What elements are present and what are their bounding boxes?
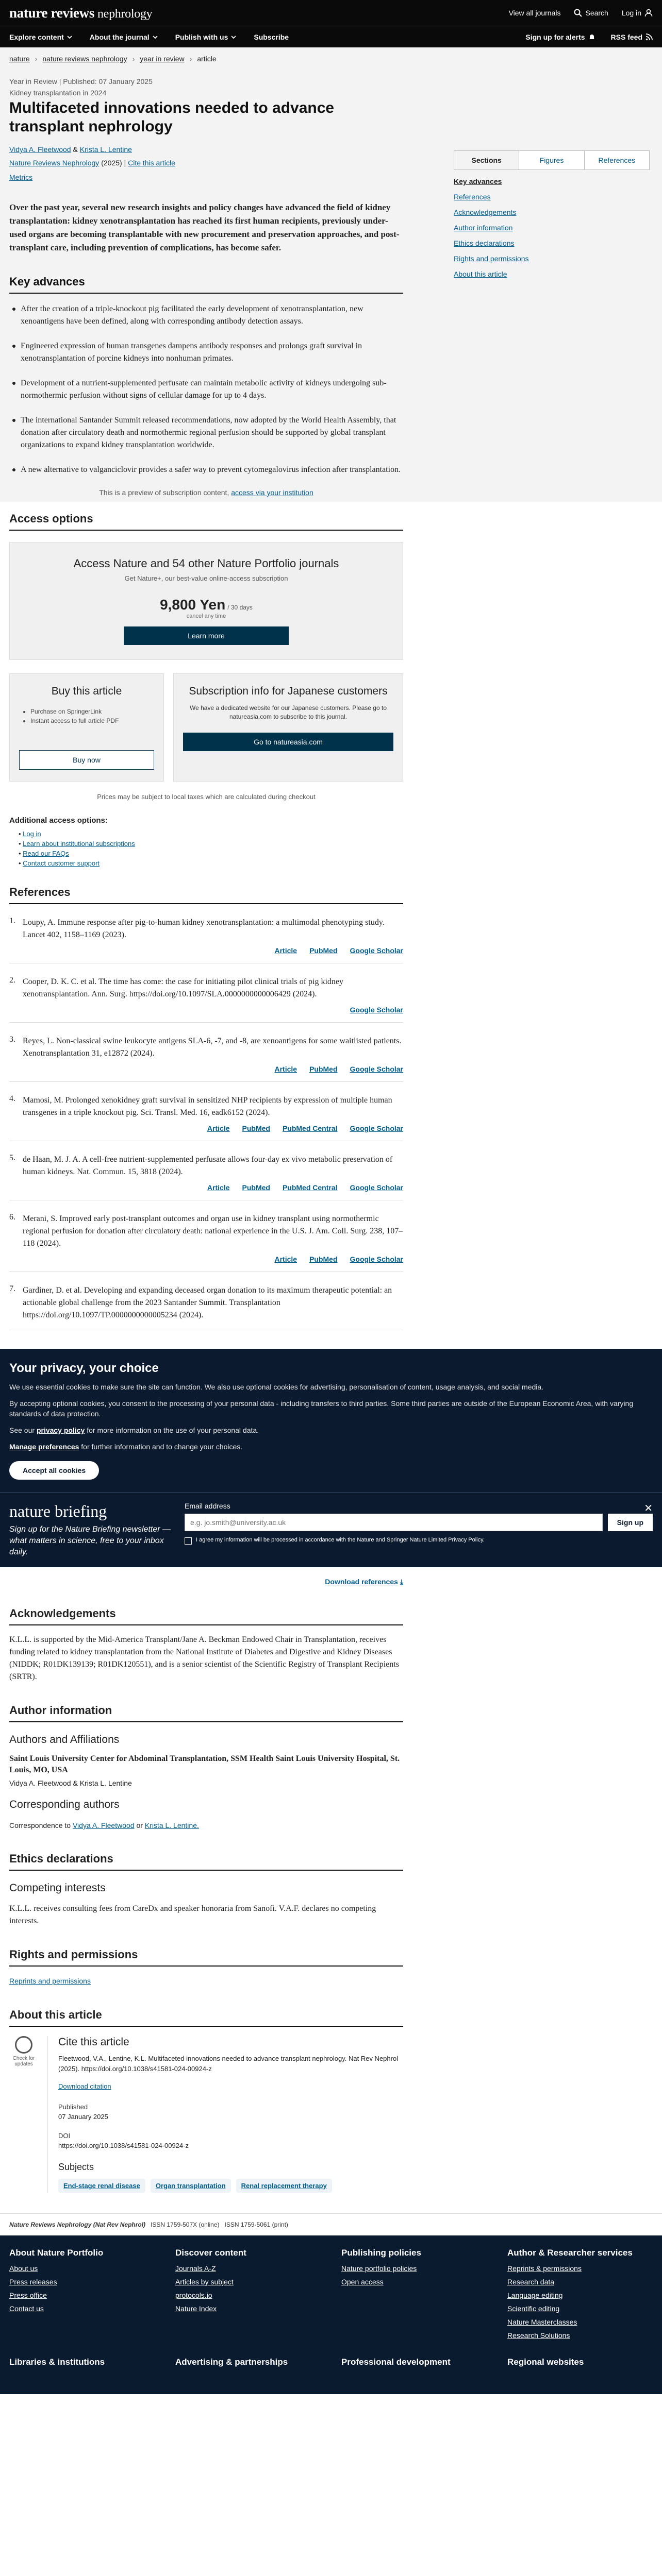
japan-subscription-title: Subscription info for Japanese customers [189,685,388,697]
references-heading: References [9,886,403,904]
corresponding-author-link[interactable]: Krista L. Lentine. [144,1821,199,1829]
cookie-text: We use essential cookies to make sure the site can function. We also use optional cookies for advertising, personalisation of content, usage analysis, and social media. [9,1383,544,1391]
login-link[interactable]: Log in [23,830,41,838]
rss-feed-link[interactable]: RSS feed [611,33,653,41]
footer-heading: Professional development [341,2357,451,2367]
update-icon [15,2036,32,2054]
author-link[interactable]: Vidya A. Fleetwood [9,145,71,154]
key-advances-heading: Key advances [9,275,403,294]
footer-link[interactable]: Research Solutions [507,2331,570,2340]
rights-heading: Rights and permissions [9,1948,403,1967]
sidebar-tabs [454,150,650,170]
metrics-link[interactable]: Metrics [9,173,33,181]
reference-link-google-scholar[interactable]: Google Scholar [350,1255,403,1263]
section-link-about[interactable]: About this article [454,270,507,278]
chevron-down-icon [231,35,236,40]
footer-link[interactable]: Reprints & permissions [507,2264,582,2273]
additional-access-heading: Additional access options: [9,816,108,825]
footer-link[interactable]: Press office [9,2291,47,2299]
footer-link[interactable]: Research data [507,2278,555,2286]
signup-button[interactable]: Sign up [608,1514,653,1531]
reference-item [9,1284,403,1330]
published-date: 07 January 2025 [58,2113,108,2121]
reference-link-pubmed[interactable]: PubMed [309,946,338,955]
bell-icon [588,33,595,41]
reference-text: Loupy, A. Immune response after pig-to-human kidney xenotransplantation: a multimodal phenotyping study. Lancet 402, 1158–1169 (2023). [23,918,385,939]
reference-link-article[interactable]: Article [207,1124,230,1132]
site-header [0,0,662,26]
affiliation: Saint Louis University Center for Abdominal Transplantation, SSM Health Saint Louis University Hospital, St. Louis, MO, USA [9,1754,400,1774]
reference-link-article[interactable]: Article [274,1065,297,1073]
journal-logo[interactable]: nature reviews nephrology [9,5,153,21]
reference-number: 6. [9,1213,15,1222]
sign-up-alerts-link[interactable]: Sign up for alerts [525,33,595,41]
cookie-heading: Your privacy, your choice [9,1361,159,1375]
article-header-area [0,47,662,502]
list-item: After the creation of a triple-knockout pig facilitated the early development of xenotransplantation, new xenoantigens have been defined, along with corresponding antibody detection assays. [9,303,403,328]
reference-item [9,917,403,963]
download-icon: ⤓ [400,1578,403,1586]
breadcrumb-current: article [197,55,217,63]
search-button[interactable]: Search [574,9,608,17]
breadcrumb-nature[interactable]: nature [9,55,30,63]
list-item: • Purchase on SpringerLink [30,707,154,716]
reference-number: 4. [9,1094,15,1103]
section-nav [454,177,650,278]
email-field[interactable] [185,1514,603,1531]
reference-link-pubmed[interactable]: PubMed [309,1255,338,1263]
abstract: Over the past year, several new research insights and policy changes have advanced the field of kidney transplantation: kidney xenotransplantation has reached its first human recipients, previously under-used organs are becoming transplantable with new procurement and preservation approaches, and post-transplant care, including prevention of complications, has become safer. [9,202,400,252]
sub-navigation [0,26,662,47]
download-citation-link[interactable]: Download citation [58,2082,111,2090]
list-item: A new alternative to valganciclovir provides a safer way to prevent cytomegalovirus infection after transplantation. [9,464,403,476]
reference-number: 5. [9,1154,15,1162]
footer-columns [9,2248,653,2345]
site-footer [0,2235,662,2394]
acknowledgements-heading: Acknowledgements [9,1607,403,1625]
search-icon [574,9,582,17]
cite-heading: Cite this article [58,2036,129,2048]
newsletter-banner [0,1492,662,1567]
breadcrumb-journal[interactable]: nature reviews nephrology [42,55,127,63]
article-title: Multifaceted innovations needed to advance transplant nephrology [9,99,335,135]
consent-checkbox[interactable] [185,1537,192,1545]
about-heading: About this article [9,2008,403,2027]
corresponding-author-link[interactable]: Vidya A. Fleetwood [72,1821,135,1829]
institutional-subscriptions-link[interactable]: Learn about institutional subscriptions [23,840,135,848]
reference-item [9,976,403,1023]
view-all-journals-link[interactable]: View all journals [508,9,561,17]
email-label: Email address [185,1502,230,1510]
about-journal-menu[interactable]: About the journal [90,33,158,41]
consent-text: I agree my information will be processed in accordance with the Nature and Springer Nature Limited Privacy Policy. [196,1537,485,1543]
reference-link-article[interactable]: Article [207,1183,230,1192]
footer-link[interactable]: Articles by subject [175,2278,234,2286]
login-button[interactable]: Log in [622,9,653,17]
cancel-note: cancel any time [186,613,226,619]
subscribe-link[interactable]: Subscribe [254,32,289,41]
additional-access-list [9,830,403,867]
issn-line: Nature Reviews Nephrology (Nat Rev Nephrol) ISSN 1759-507X (online) ISSN 1759-5061 (print) [0,2213,662,2235]
subscription-offer-box [9,542,403,660]
check-for-updates-badge[interactable]: Check for updates [9,2036,38,2193]
tab-figures[interactable]: Figures [519,151,584,170]
reference-item [9,1213,403,1272]
footer-link[interactable]: Journals A-Z [175,2264,216,2273]
natureasia-button[interactable]: Go to natureasia.com [183,733,393,751]
tab-sections[interactable]: Sections [454,151,519,170]
preview-notice [9,488,403,502]
reference-number: 1. [9,917,15,925]
article-sidebar [454,150,650,285]
subject-tag[interactable]: End-stage renal disease [58,2179,145,2193]
subject-tag[interactable]: Renal replacement therapy [236,2179,332,2193]
preview-text: This is a preview of subscription content, [99,488,229,497]
close-icon[interactable]: ✕ [644,1503,653,1514]
manage-preferences-link[interactable]: Manage preferences [9,1443,79,1451]
reference-link-google-scholar[interactable]: Google Scholar [350,1006,403,1014]
reference-link-google-scholar[interactable]: Google Scholar [350,946,403,955]
footer-heading: Publishing policies [341,2248,421,2258]
chevron-right-icon: › [189,55,192,63]
subjects-heading: Subjects [58,2162,94,2172]
buy-now-button[interactable]: Buy now [19,750,154,770]
footer-link[interactable]: Nature portfolio policies [341,2264,417,2273]
breadcrumb-year-in-review[interactable]: year in review [140,55,185,63]
competing-interests-heading: Competing interests [9,1882,106,1894]
reference-text: de Haan, M. J. A. A cell-free nutrient-supplemented perfusate allows four-day ex vivo metabolic preservation of human kidneys. Nat. Commun. 15, 3818 (2024). [23,1155,393,1176]
publication-year: (2025) [101,159,122,167]
reference-item [9,1035,403,1082]
reference-link-google-scholar[interactable]: Google Scholar [350,1065,403,1073]
footer-heading: Regional websites [507,2357,584,2367]
offer-price: 9,800 Yen / 30 days [160,597,253,613]
buy-article-box [9,673,164,782]
reference-link-pubmed-central[interactable]: PubMed Central [282,1183,338,1192]
published-label: Published [58,2103,88,2111]
learn-more-button[interactable]: Learn more [124,626,289,645]
about-article-section [0,2008,412,2193]
breadcrumb [0,47,662,70]
author-info-heading: Author information [9,1704,403,1722]
cookie-text: By accepting optional cookies, you consent to the processing of your personal data - including transfers to third parties. Some third parties are outside of the European Economic Area, with varying standards of data protection. [9,1399,634,1418]
reference-item [9,1094,403,1141]
affiliation-authors: Vidya A. Fleetwood & Krista L. Lentine [9,1779,132,1787]
corresponding-heading: Corresponding authors [9,1799,120,1810]
footer-link[interactable]: protocols.io [175,2291,212,2299]
reference-link-article[interactable]: Article [274,946,297,955]
access-options-heading: Access options [9,512,403,531]
footer-link[interactable]: Contact us [9,2304,44,2313]
briefing-title: nature briefing [9,1502,107,1520]
references-section [0,886,412,1330]
reference-text: Gardiner, D. et al. Developing and expanding deceased organ donation to its maximum therapeutic potential: an actionable global challenge from the 2023 Santander Summit. Transplantation https://doi.org/10.1097/TP.0000000000005234 (2024). [23,1286,392,1319]
section-link-author-information[interactable]: Author information [454,224,513,232]
reference-item [9,1154,403,1200]
key-advances-list [9,303,403,476]
cite-article-link[interactable]: Cite this article [128,159,175,167]
reference-number: 2. [9,976,15,985]
article-type: Kidney transplantation in 2024 [9,89,107,97]
footer-link[interactable]: Nature Masterclasses [507,2318,577,2326]
chevron-down-icon [153,35,158,40]
reference-link-google-scholar[interactable]: Google Scholar [350,1183,403,1192]
reference-link-pubmed[interactable]: PubMed [242,1183,270,1192]
reprints-permissions-link[interactable]: Reprints and permissions [9,1977,91,1985]
chevron-right-icon: › [35,55,38,63]
explore-content-menu[interactable]: Explore content [9,33,72,41]
acknowledgements-section [0,1607,412,1683]
footer-link[interactable]: Press releases [9,2278,57,2286]
tax-note: Prices may be subject to local taxes which are calculated during checkout [97,793,316,801]
offer-subtitle: Get Nature+, our best-value online-access subscription [124,574,288,582]
footer-link[interactable]: Nature Index [175,2304,217,2313]
reference-text: Cooper, D. K. C. et al. The time has come: the case for initiating pilot clinical trials of pig kidney xenotransplantation. Ann. Surg. https://doi.org/10.1097/SLA.0000000000006429 (2024). [23,977,344,998]
rights-section [0,1948,412,1988]
footer-heading: Author & Researcher services [507,2248,633,2258]
footer-link[interactable]: About us [9,2264,38,2273]
chevron-right-icon: › [132,55,135,63]
journal-citation-line [9,159,403,167]
access-options [0,512,412,867]
ethics-section [0,1852,412,1927]
reference-link-pubmed-central[interactable]: PubMed Central [282,1124,338,1132]
reference-number: 7. [9,1284,15,1293]
reference-list [9,917,403,1330]
correspondence: Correspondence to Vidya A. Fleetwood or Krista L. Lentine. [9,1821,199,1829]
cookie-text: Manage preferences for further information and to change your choices. [9,1443,243,1451]
cookie-banner [0,1349,662,1492]
reference-text: Mamosi, M. Prolonged xenokidney graft survival in sensitized NHP recipients by expression of multiple human transgenes in a triple knockout pig. Sci. Transl. Med. 16, eadk6152 (2024). [23,1096,392,1117]
doi-label: DOI [58,2132,71,2140]
subject-tag[interactable]: Organ transplantation [151,2179,231,2193]
japan-subscription-text: We have a dedicated website for our Japanese customers. Please go to natureasia.com to subscribe to this journal. [189,704,387,720]
customer-support-link[interactable]: Contact customer support [23,859,100,867]
section-link-acknowledgements[interactable]: Acknowledgements [454,208,517,216]
institution-access-link[interactable]: access via your institution [231,488,313,497]
journal-link[interactable]: Nature Reviews Nephrology [9,159,100,167]
chevron-down-icon [67,35,72,40]
briefing-description: Sign up for the Nature Briefing newsletter — what matters in science, free to your inbox daily. [9,1525,171,1556]
footer-heading: Libraries & institutions [9,2357,105,2367]
section-link-ethics[interactable]: Ethics declarations [454,239,515,247]
author-link[interactable]: Krista L. Lentine [79,145,132,154]
reference-link-article[interactable]: Article [274,1255,297,1263]
divider: | [124,159,128,167]
footer-heading: About Nature Portfolio [9,2248,104,2258]
author-information-section [0,1704,412,1832]
rss-icon [646,33,653,41]
reference-text: Reyes, L. Non-classical swine leukocyte antigens SLA-6, -7, and -8, are xenoantigens for some waitlisted patients. Xenotransplantation 31, e12872 (2024). [23,1037,402,1058]
section-link-rights[interactable]: Rights and permissions [454,255,529,263]
footer-link[interactable]: Scientific editing [507,2304,560,2313]
footer-link[interactable]: Open access [341,2278,384,2286]
publish-with-us-menu[interactable]: Publish with us [175,33,237,41]
reference-link-pubmed[interactable]: PubMed [242,1124,270,1132]
list-item: Engineered expression of human transgenes dampens antibody responses and prolongs graft survival in xenotransplantation of porcine kidneys into nonhuman primates. [9,340,403,365]
citation-text: Fleetwood, V.A., Lentine, K.L. Multifaceted innovations needed to advance transplant nephrology. Nat Rev Nephrol (2025). https://doi.org/10.1038/s41581-024-00924-z [58,2055,399,2073]
reference-number: 3. [9,1035,15,1044]
section-link-references[interactable]: References [454,193,491,201]
competing-interests-text: K.L.L. receives consulting fees from CareDx and speaker honoraria from Sanofi. V.A.F. declares no competing interests. [9,1904,376,1925]
privacy-policy-link[interactable]: privacy policy [36,1426,85,1434]
footer-heading: Advertising & partnerships [175,2357,288,2367]
accept-cookies-button[interactable]: Accept all cookies [9,1461,99,1480]
list-item: The international Santander Summit released recommendations, now adopted by the World Health Assembly, that donation after circulatory death and normothermic regional perfusion should be supported by global transplant organizations to expand kidney transplantation worldwide. [9,414,403,451]
download-references-link[interactable]: Download references [325,1578,398,1586]
faqs-link[interactable]: Read our FAQs [23,850,69,857]
article-meta: Year in Review | Published: 07 January 2025 [9,77,153,86]
offer-title: Access Nature and 54 other Nature Portfolio journals [73,557,339,570]
list-item: • Instant access to full article PDF [30,716,154,725]
author-separator: & [73,145,78,154]
doi-value: https://doi.org/10.1038/s41581-024-00924-z [58,2142,189,2149]
author-list [9,145,403,154]
reference-link-pubmed[interactable]: PubMed [309,1065,338,1073]
footer-columns-2 [9,2357,653,2374]
ethics-heading: Ethics declarations [9,1852,403,1871]
footer-link[interactable]: Language editing [507,2291,563,2299]
cookie-text: See our privacy policy for more information on the use of your personal data. [9,1426,259,1434]
buy-article-title: Buy this article [51,685,122,697]
section-link-key-advances[interactable]: Key advances [454,177,502,185]
japan-subscription-box [173,673,403,782]
affiliations-heading: Authors and Affiliations [9,1734,120,1745]
user-icon [644,9,653,17]
acknowledgements-text: K.L.L. is supported by the Mid-America Transplant/Jane A. Beckman Endowed Chair in Transplantation, receives funding related to kidney transplantation from the National Institute of Diabetes and Digestive and Kidney Diseases (NIDDK; R01DK139139; R01DK120551), and is a senior scientist of the Scientific Registry of Transplant Recipients (SRTR). [9,1635,399,1681]
reference-text: Merani, S. Improved early post-transplant outcomes and organ use in kidney transplant using normothermic regional perfusion for donation after circulatory death: national experience in the U.S. J. Am. Coll. Surg. 238, 107–118 (2024). [23,1214,403,1248]
tab-references[interactable]: References [598,156,636,164]
reference-link-google-scholar[interactable]: Google Scholar [350,1124,403,1132]
list-item: Development of a nutrient-supplemented perfusate can maintain metabolic activity of kidneys undergoing sub-normothermic perfusion without signs of cellular damage for up to 4 days. [9,377,403,402]
footer-heading: Discover content [175,2248,246,2258]
